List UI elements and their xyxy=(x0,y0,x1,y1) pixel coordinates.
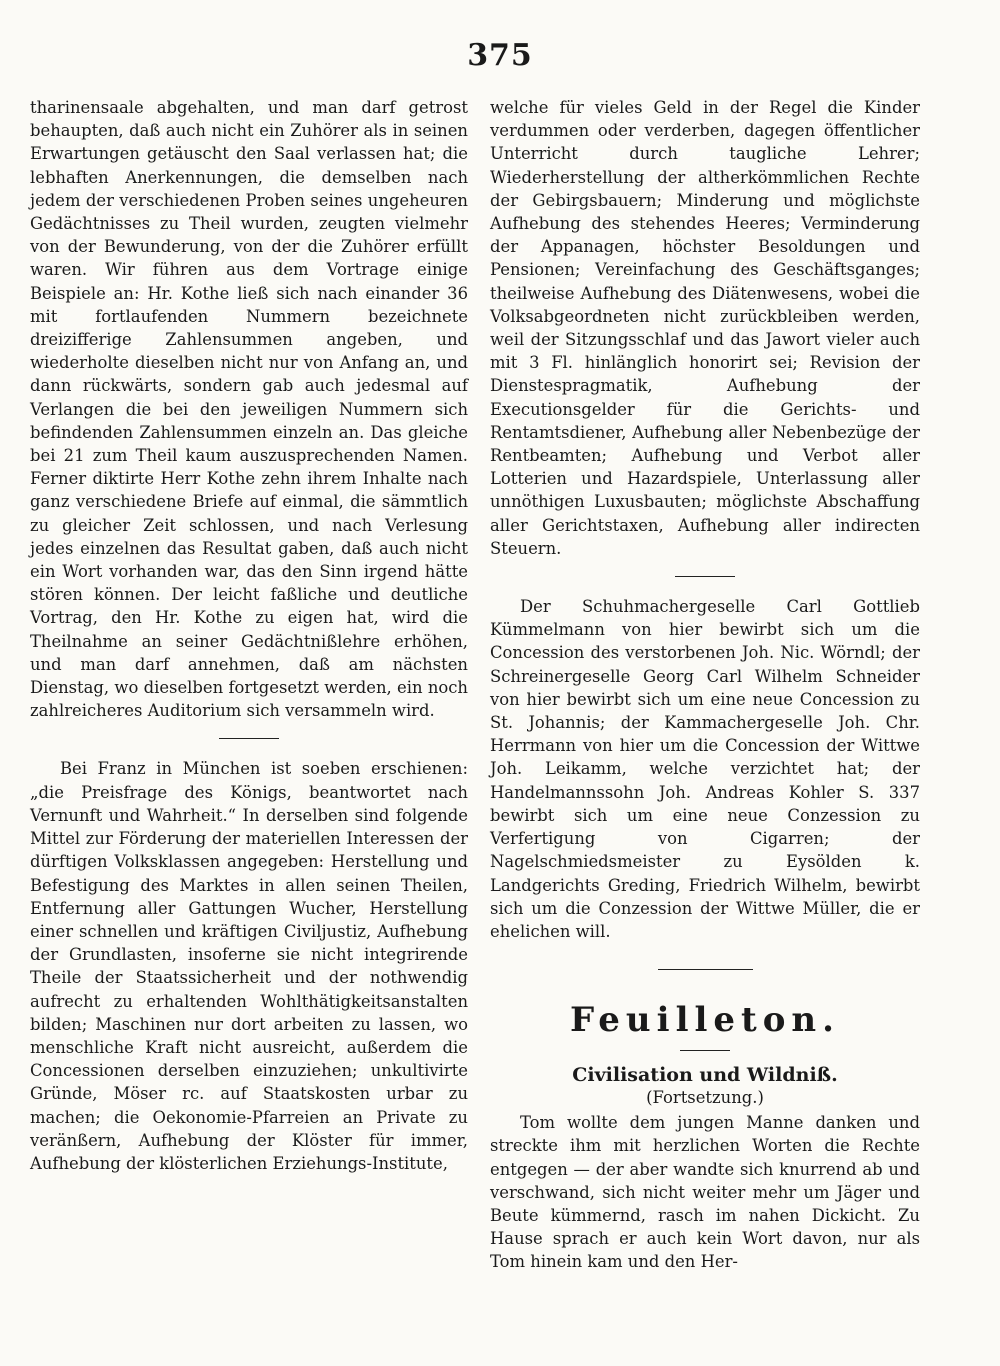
paragraph-memory-lecture: tharinensaale abgehalten, und man darf getrost behaupten, daß auch nicht ein Zuhörer als in seinen Erwartungen getäuscht den Saal verlassen hat; die lebhaften Anerkennungen, die demselben nach jedem der verschiedenen Proben seines ungeheuren Gedächtnisses zu Theil wurden, zeugten vielmehr von der Bewunderung, von der die Zuhörer erfüllt waren. Wir führen aus dem Vortrage einige Beispiele an: Hr. Kothe ließ sich nach einander 36 mit fortlaufenden Nummern bezeichnete dreizifferige Zahlensummen angeben, und wiederholte dieselben nicht nur von Anfang an, und dann rückwärts, sondern gab auch jedesmal auf Verlangen die bei den jeweiligen Nummern sich befindenden Zahlensummen einzeln an. Das gleiche bei 21 zum Theil kaum auszusprechenden Namen. Ferner diktirte Herr Kothe zehn ihrem Inhalte nach ganz verschiedene Briefe auf einmal, die sämmtlich zu gleicher Zeit schlossen, und nach Verlesung jedes einzelnen das Resultat gaben, daß auch nicht ein Wort vorhanden war, das den Sinn irgend hätte stören können. Der leicht faßliche und deutliche Vortrag, den Hr. Kothe zu eigen hat, wird die Theilnahme an seiner Gedächtnißlehre erhöhen, und man darf annehmen, daß am nächsten Dienstag, wo dieselben fortgesetzt werden, ein noch zahlreicheres Auditorium sich versammeln wird. xyxy=(30,98,468,721)
paragraph-story: Tom wollte dem jungen Manne danken und streckte ihm mit herzlichen Worten die Rechte entgegen — der aber wandte sich knurrend ab und verschwand, sich nicht weiter mehr um Jäger und Beute kümmernd, rasch im nahen Dickicht. Zu Hause sprach er auch kein Wort davon, nur als Tom hinein kam und den Her- xyxy=(490,1113,920,1272)
paragraph-preisfrage: Bei Franz in München ist soeben erschienen: „die Preisfrage des Königs, beantwortet nach Vernunft und Wahrheit.“ In derselben sind folgende Mittel zur Förderung der materiellen Interessen der dürftigen Volksklassen angegeben: Herstellung und Befestigung des Marktes in allen seinen Theilen, Entfernung aller Gattungen Wucher, Herstellung einer schnellen und kräftigen Civiljustiz, Aufhebung der Grundlasten, insoferne sie nicht integrirende Theile der Staatssicherheit und der nothwendig aufrecht zu erhaltenden Wohlthätigkeitsanstalten bilden; Maschinen nur dort arbeiten zu lassen, wo menschliche Kraft nicht ausreicht, außerdem die Concessionen derselben einzuziehen; unkultivirte Gründe, Möser rc. auf Staatskosten urbar zu machen; die Oekonomie-Pfarreien an Private zu veränßern, Aufhebung der Klöster für immer, Aufhebung der klösterlichen Erziehungs-Institute, xyxy=(30,759,468,1173)
article-subtitle: (Fortsetzung.) xyxy=(646,1088,764,1108)
heading-rule xyxy=(680,1050,730,1051)
separator-rule xyxy=(675,576,735,577)
page-number: 375 xyxy=(467,38,533,73)
paragraph-concessions: Der Schuhmachergeselle Carl Gottlieb Kümmelmann von hier bewirbt sich um die Concession des verstorbenen Joh. Nic. Wörndl; der Schreinergeselle Georg Carl Wilhelm Schneider von hier bewirbt sich um eine neue Concession zu St. Johannis; der Kammachergeselle Joh. Chr. Herrmann von hier um die Concession der Wittwe Joh. Leikamm, welche verzichtet hat; der Handelmannssohn Joh. Andreas Kohler S. 337 bewirbt sich um eine neue Conzession zu Verfertigung von Cigarren; der Nagelschmiedsmeister zu Eysölden k. Landgerichts Greding, Friedrich Wilhelm, bewirbt sich um die Conzession der Wittwe Müller, die er ehelichen will. xyxy=(490,597,920,941)
separator-rule xyxy=(219,738,279,739)
section-separator-rule xyxy=(658,969,753,970)
article-title: Civilisation und Wildniß. xyxy=(572,1064,838,1087)
right-column xyxy=(490,96,920,1274)
left-column xyxy=(30,96,468,1175)
paragraph-continuation: welche für vieles Geld in der Regel die Kinder verdummen oder verderben, dagegen öffentlicher Unterricht durch taugliche Lehrer; Wiederherstellung der altherkömmlichen Rechte der Gebirgsbauern; Minderung und möglichste Aufhebung des stehendes Heeres; Verminderung der Appanagen, höchster Besoldungen und Pensionen; Vereinfachung des Geschäftsganges; theilweise Aufhebung des Diätenwesens, wobei die Volksabgeordneten nicht zurückbleiben werden, weil der Sitzungsschlaf und das Jawort vieler auch mit 3 Fl. hinlänglich honorirt sei; Revision der Dienstespragmatik, Aufhebung der Executionsgelder für die Gerichts- und Rentamtsdiener, Aufhebung aller Nebenbezüge der Rentbeamten; Aufhebung und Verbot aller Lotterien und Hazardspiele, Unterlassung aller unnöthigen Luxusbauten; möglichste Abschaffung aller Gerichtstaxen, Aufhebung aller indirecten Steuern. xyxy=(490,98,920,558)
feuilleton-heading: Feuilleton. xyxy=(570,1000,840,1041)
